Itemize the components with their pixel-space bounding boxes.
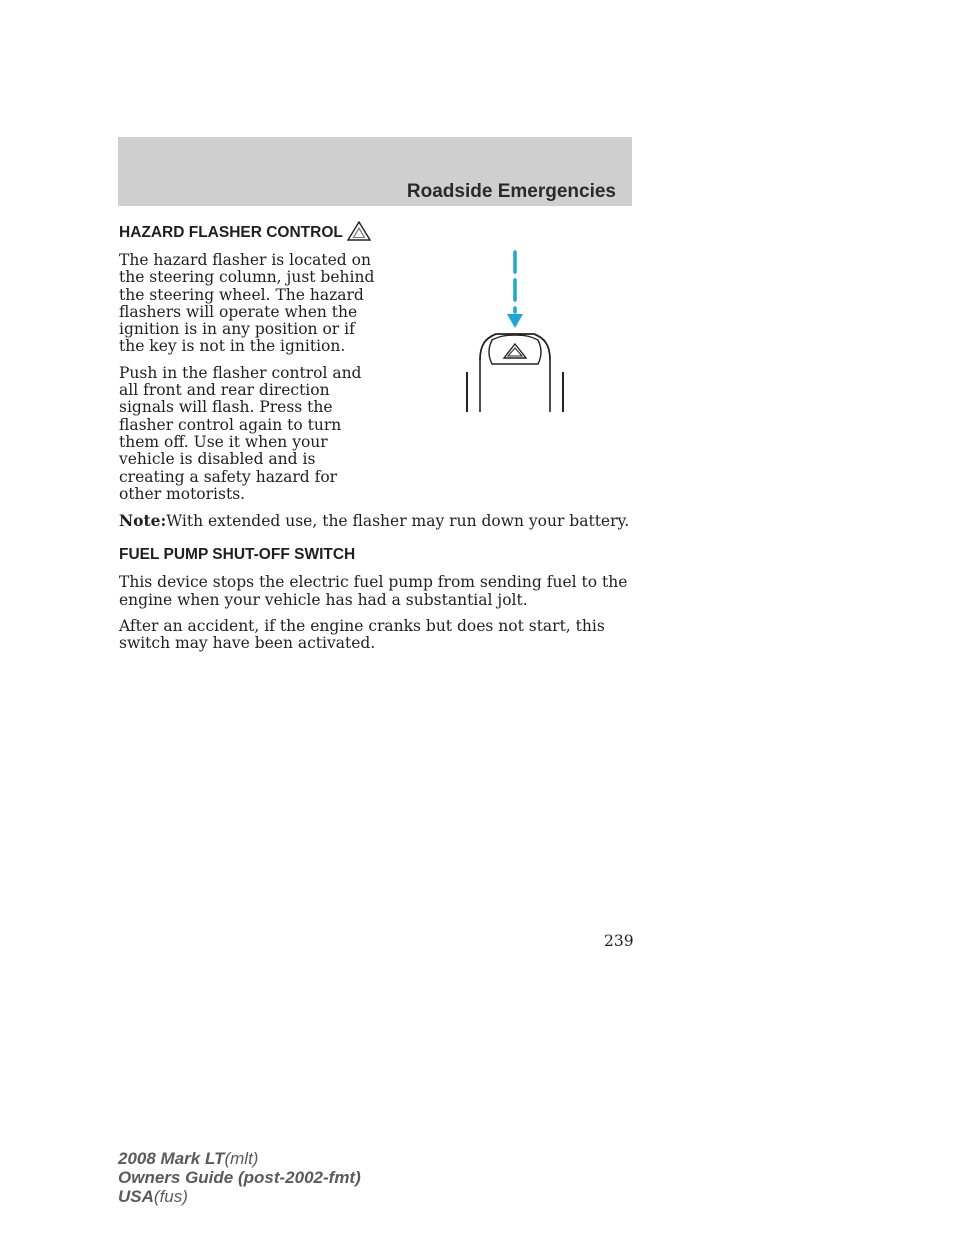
note-text: With extended use, the flasher may run down your battery. xyxy=(166,512,630,531)
footer-market-code: (fus) xyxy=(153,1187,188,1206)
hazard-note xyxy=(119,512,633,530)
hazard-paragraph-2: Push in the flasher control and all front and rear direction signals will flash. Press the flasher control again to turn them off. Use it when your vehicle is disabled and is creating a safety hazard for other motorists. xyxy=(119,363,362,503)
note-label: Note: xyxy=(119,511,167,531)
footer-market: USA xyxy=(118,1187,154,1206)
hazard-heading-row xyxy=(119,224,633,242)
hazard-paragraph-1: The hazard flasher is located on the steering column, just behind the steering wheel. The hazard flashers will operate when the ignition is in any position or if the key is not in the ignition. xyxy=(119,251,375,356)
section-title: Roadside Emergencies xyxy=(406,181,616,202)
fuel-pump-heading: FUEL PUMP SHUT-OFF SWITCH xyxy=(119,546,356,564)
fuel-pump-paragraph-2: After an accident, if the engine cranks but does not start, this switch may have been activated. xyxy=(119,617,605,653)
footer-model-code: (mlt) xyxy=(224,1149,259,1168)
hazard-heading: HAZARD FLASHER CONTROL xyxy=(119,224,343,241)
header-band xyxy=(118,137,632,206)
footer-guide: Owners Guide (post-2002-fmt) xyxy=(118,1168,361,1187)
footer-model: 2008 Mark LT xyxy=(118,1149,225,1168)
arrow-head xyxy=(507,314,523,328)
warning-triangle-icon xyxy=(347,221,371,241)
footer xyxy=(118,1149,361,1206)
fuel-pump-paragraph-1: This device stops the electric fuel pump from sending fuel to the engine when your vehicle has had a substantial jolt. xyxy=(119,573,628,609)
hazard-button-illustration xyxy=(462,248,568,416)
page-number: 239 xyxy=(604,932,634,950)
